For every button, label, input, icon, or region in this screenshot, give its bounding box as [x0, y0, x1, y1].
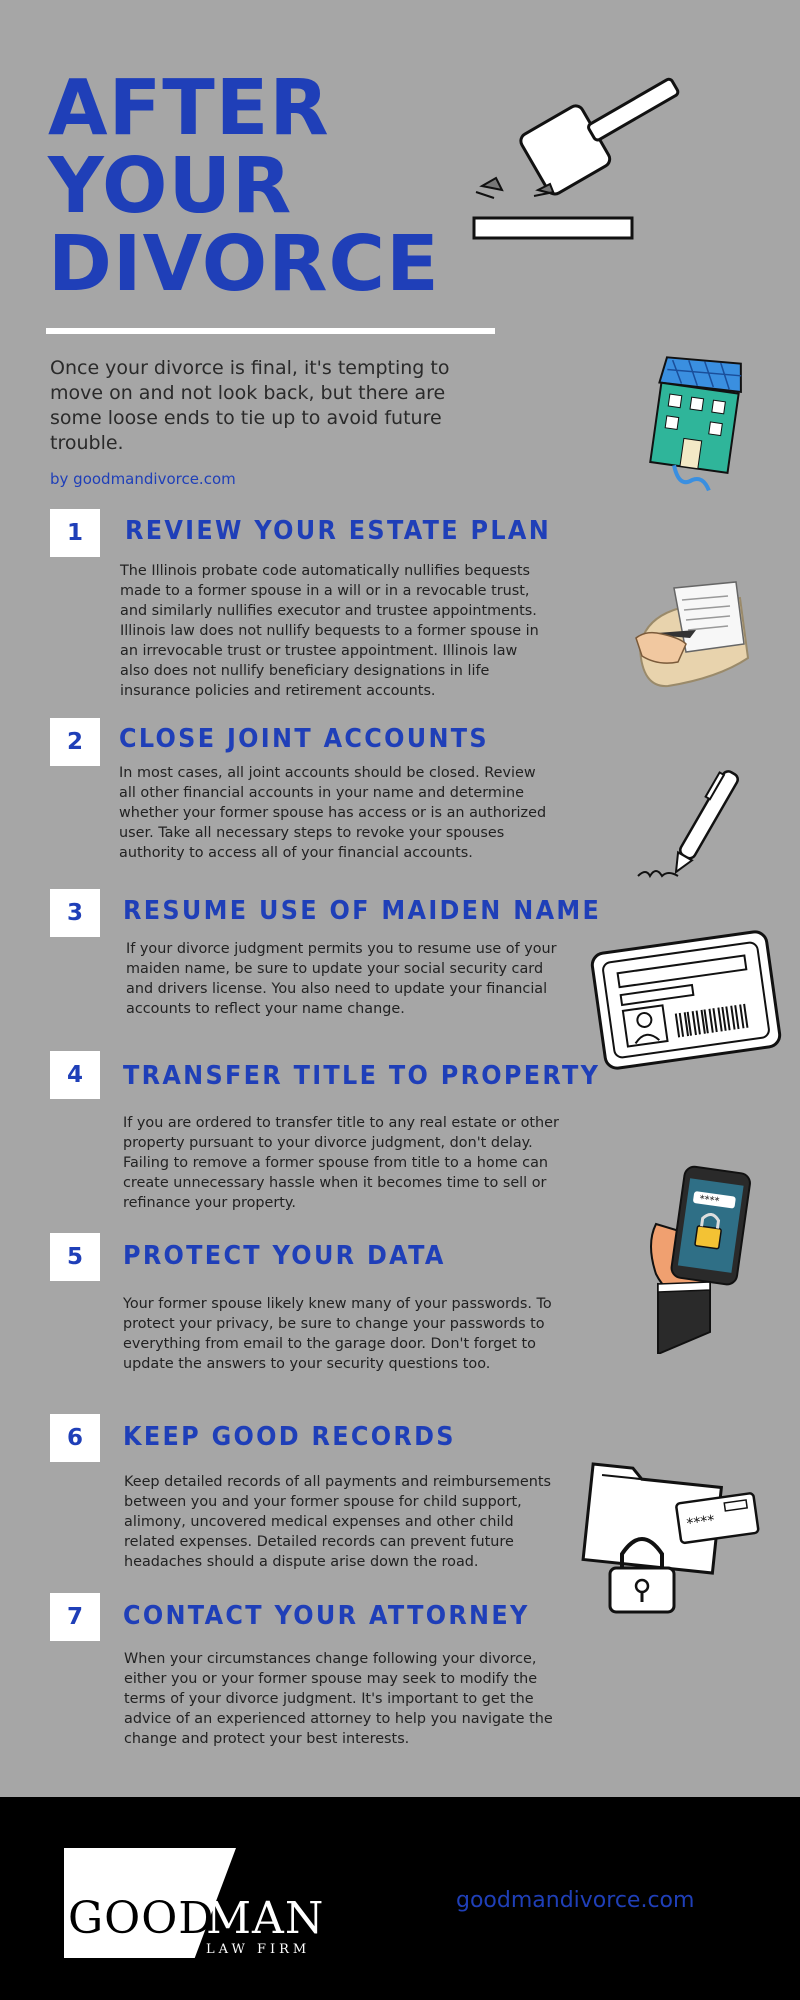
svg-text:****: **** [698, 1193, 720, 1208]
phone-lock-icon [644, 1164, 756, 1354]
gavel-icon [468, 68, 708, 244]
step-7-heading: CONTACT YOUR ATTORNEY [123, 1601, 530, 1631]
id-card-icon [590, 924, 782, 1076]
page-title [48, 64, 440, 309]
step-3-number: 3 [50, 889, 100, 937]
step-5-number: 5 [50, 1233, 100, 1281]
title-divider [46, 328, 495, 334]
title-line-1: AFTER [48, 64, 330, 153]
folder-lock-icon [578, 1456, 762, 1616]
title-line-2: YOUR [48, 142, 293, 231]
logo-word-man: MAN [206, 1893, 325, 1944]
step-1-body: The Illinois probate code automatically nullifies bequests made to a former spouse in a will or in a revocable trust, and similarly nullifies executor and trustee appointments. Illinois law does not nullify bequests to a former spouse in an irrevocable trust or trustee appointment. Illinois law also does not nullify beneficiary designations in life insurance policies and retirement accounts. [120, 563, 539, 699]
logo-subtitle: LAW FIRM [206, 1942, 311, 1957]
title-line-3: DIVORCE [48, 220, 440, 309]
step-6-body: Keep detailed records of all payments and reimbursements between you and your former spouse for child support, alimony, uncovered medical expenses and other child related expenses. Detailed records can prevent future headaches should a dispute arise down the road. [124, 1474, 551, 1570]
signing-documents-icon [630, 578, 754, 690]
step-3-body: If your divorce judgment permits you to resume use of your maiden name, be sure to update your social security card and drivers license. You also need to update your financial accounts to reflect your name change. [126, 941, 557, 1017]
byline-link[interactable]: by goodmandivorce.com [50, 470, 236, 488]
step-4-number: 4 [50, 1051, 100, 1099]
step-4-body: If you are ordered to transfer title to any real estate or other property pursuant to your divorce judgment, don't delay. Failing to remove a former spouse from title to a home can create unnecessary hassle when it becomes time to sell or refinance your property. [123, 1115, 559, 1211]
step-7-body: When your circumstances change following your divorce, either you or your former spouse may seek to modify the terms of your divorce judgment. It's important to get the advice of an experienced attorney to help you navigate the change and protect your best interests. [124, 1651, 553, 1747]
house-icon [640, 352, 752, 496]
step-2-heading: CLOSE JOINT ACCOUNTS [119, 724, 489, 754]
step-3-heading: RESUME USE OF MAIDEN NAME [123, 896, 602, 926]
step-2-number: 2 [50, 718, 100, 766]
step-5-body: Your former spouse likely knew many of your passwords. To protect your privacy, be sure to change your passwords to everything from email to the garage door. Don't forget to update the answers to your security questions too. [123, 1296, 552, 1372]
pen-icon [636, 760, 746, 884]
step-1-heading: REVIEW YOUR ESTATE PLAN [125, 516, 552, 546]
step-7-number: 7 [50, 1593, 100, 1641]
step-5-heading: PROTECT YOUR DATA [123, 1241, 446, 1271]
svg-text:****: **** [685, 1512, 716, 1533]
step-6-number: 6 [50, 1414, 100, 1462]
logo-word-good: GOOD [68, 1893, 215, 1944]
footer-website-link[interactable]: goodmandivorce.com [456, 1888, 695, 1913]
step-2-body: In most cases, all joint accounts should be closed. Review all other financial accounts in your name and determine whether your former spouse has access or is an authorized user. Take all necessary steps to revoke your spouses authority to access all of your financial accounts. [119, 765, 547, 861]
step-4-heading: TRANSFER TITLE TO PROPERTY [123, 1061, 601, 1091]
step-1-number: 1 [50, 509, 100, 557]
step-6-heading: KEEP GOOD RECORDS [123, 1422, 456, 1452]
intro-text: Once your divorce is final, it's tempting to move on and not look back, but there are some loose ends to tie up to avoid future trouble. [50, 357, 450, 454]
